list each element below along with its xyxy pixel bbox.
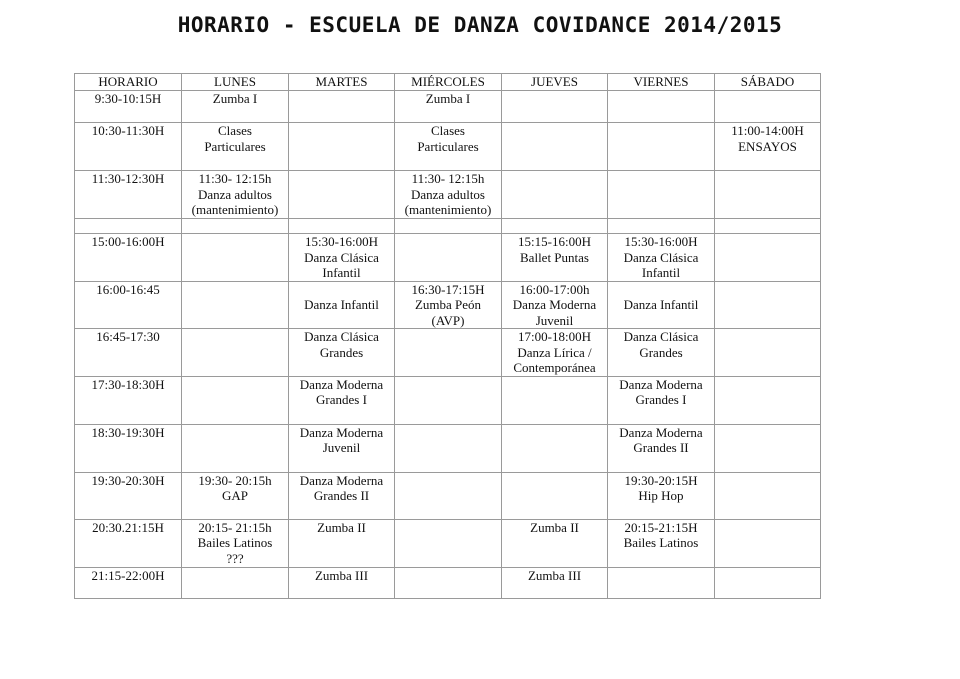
cell-text: Zumba II	[317, 519, 366, 535]
cell-text: 19:30- 20:15h GAP	[198, 472, 272, 503]
time-cell	[75, 376, 182, 424]
class-cell-sabado	[715, 171, 821, 219]
table-row	[75, 376, 821, 424]
class-cell-jueves	[502, 234, 608, 282]
class-cell-sabado	[715, 234, 821, 282]
class-cell-lunes	[182, 376, 289, 424]
time-cell	[75, 472, 182, 519]
page-title: HORARIO - ESCUELA DE DANZA COVIDANCE 2014/2015	[177, 13, 783, 37]
header-sabado: SÁBADO	[715, 74, 821, 91]
cell-text: Danza Clásica Grandes	[304, 329, 379, 360]
class-cell-viernes	[608, 567, 715, 598]
class-cell-sabado	[715, 567, 821, 598]
header-martes: MARTES	[289, 74, 395, 91]
cell-text: 18:30-19:30H	[91, 424, 165, 440]
class-cell-martes	[289, 281, 395, 329]
class-cell-viernes	[608, 234, 715, 282]
class-cell-martes	[289, 171, 395, 219]
class-cell-miercoles	[395, 171, 502, 219]
time-cell	[75, 519, 182, 567]
cell-text: Clases Particulares	[417, 123, 479, 154]
class-cell-miercoles	[395, 123, 502, 171]
class-cell-sabado	[715, 219, 821, 234]
class-cell-martes	[289, 472, 395, 519]
cell-text: 11:30- 12:15h Danza adultos (mantenimiento)	[404, 171, 492, 217]
cell-text: Danza Moderna Grandes II	[619, 424, 703, 455]
time-cell	[75, 424, 182, 472]
class-cell-lunes	[182, 567, 289, 598]
table-row	[75, 281, 821, 329]
class-cell-martes	[289, 123, 395, 171]
class-cell-viernes	[608, 219, 715, 234]
class-cell-lunes	[182, 281, 289, 329]
time-cell	[75, 91, 182, 123]
class-cell-martes	[289, 376, 395, 424]
class-cell-jueves	[502, 376, 608, 424]
class-cell-sabado	[715, 91, 821, 123]
table-row	[75, 234, 821, 282]
class-cell-viernes	[608, 329, 715, 377]
cell-text: 21:15-22:00H	[91, 567, 165, 583]
cell-text: Danza Clásica Grandes	[623, 329, 699, 360]
cell-text: 15:15-16:00H Ballet Puntas	[518, 234, 591, 265]
cell-text: 17:30-18:30H	[91, 376, 165, 392]
schedule-table	[74, 73, 821, 599]
cell-text: 17:00-18:00H Danza Lírica / Contemporánea	[513, 329, 596, 375]
cell-text: Danza Moderna Juvenil	[299, 424, 384, 455]
cell-text: Zumba I	[212, 91, 258, 106]
cell-text: 20:30.21:15H	[92, 519, 164, 535]
table-row	[75, 472, 821, 519]
class-cell-jueves	[502, 123, 608, 171]
class-cell-sabado	[715, 472, 821, 519]
cell-text: 16:00-16:45	[96, 281, 160, 297]
time-cell	[75, 234, 182, 282]
class-cell-miercoles	[395, 329, 502, 377]
schedule-body	[75, 91, 821, 599]
class-cell-viernes	[608, 424, 715, 472]
class-cell-jueves	[502, 219, 608, 234]
class-cell-miercoles	[395, 567, 502, 598]
cell-text: Clases Particulares	[204, 123, 266, 154]
time-cell	[75, 171, 182, 219]
cell-text: Zumba II	[530, 519, 579, 535]
header-miercoles: MIÉRCOLES	[395, 74, 502, 91]
table-row	[75, 329, 821, 377]
class-cell-miercoles	[395, 281, 502, 329]
cell-text: Danza Infantil	[304, 297, 379, 312]
class-cell-martes	[289, 329, 395, 377]
class-cell-sabado	[715, 329, 821, 377]
cell-text: 19:30-20:15H Hip Hop	[624, 472, 698, 503]
table-row	[75, 519, 821, 567]
table-row	[75, 123, 821, 171]
class-cell-martes	[289, 219, 395, 234]
class-cell-martes	[289, 91, 395, 123]
class-cell-lunes	[182, 234, 289, 282]
table-row	[75, 567, 821, 598]
class-cell-viernes	[608, 281, 715, 329]
cell-text: 11:30-12:30H	[91, 171, 165, 186]
cell-text: 10:30-11:30H	[91, 123, 165, 138]
class-cell-jueves	[502, 329, 608, 377]
class-cell-viernes	[608, 376, 715, 424]
cell-text: Danza Moderna Grandes I	[619, 376, 703, 407]
cell-text: Danza Moderna Grandes I	[299, 376, 384, 407]
cell-text: Zumba I	[425, 91, 471, 106]
header-row	[75, 74, 821, 91]
class-cell-jueves	[502, 281, 608, 329]
class-cell-jueves	[502, 567, 608, 598]
table-row	[75, 91, 821, 123]
class-cell-miercoles	[395, 234, 502, 282]
class-cell-sabado	[715, 376, 821, 424]
class-cell-sabado	[715, 424, 821, 472]
cell-text: Danza Moderna Grandes II	[299, 472, 384, 503]
table-row	[75, 171, 821, 219]
class-cell-lunes	[182, 472, 289, 519]
cell-text: 20:15- 21:15h Bailes Latinos ???	[197, 519, 273, 566]
time-cell	[75, 219, 182, 234]
class-cell-lunes	[182, 519, 289, 567]
cell-text: 16:00-17:00h Danza Moderna Juvenil	[512, 281, 597, 328]
class-cell-viernes	[608, 472, 715, 519]
cell-text: 19:30-20:30H	[91, 472, 165, 488]
class-cell-martes	[289, 519, 395, 567]
cell-text: 20:15-21:15H Bailes Latinos	[623, 519, 699, 550]
class-cell-martes	[289, 424, 395, 472]
class-cell-viernes	[608, 123, 715, 171]
time-cell	[75, 567, 182, 598]
class-cell-martes	[289, 234, 395, 282]
class-cell-miercoles	[395, 424, 502, 472]
class-cell-jueves	[502, 91, 608, 123]
header-lunes: LUNES	[182, 74, 289, 91]
header-horario: HORARIO	[75, 74, 182, 91]
cell-text: 11:30- 12:15h Danza adultos (mantenimiento)	[191, 171, 279, 217]
class-cell-jueves	[502, 171, 608, 219]
class-cell-viernes	[608, 171, 715, 219]
table-row	[75, 424, 821, 472]
class-cell-lunes	[182, 424, 289, 472]
class-cell-sabado	[715, 519, 821, 567]
class-cell-viernes	[608, 519, 715, 567]
class-cell-viernes	[608, 91, 715, 123]
time-cell	[75, 329, 182, 377]
cell-text: Zumba III	[527, 567, 582, 583]
class-cell-martes	[289, 567, 395, 598]
class-cell-sabado	[715, 123, 821, 171]
class-cell-sabado	[715, 281, 821, 329]
table-row	[75, 219, 821, 234]
cell-text: 15:00-16:00H	[91, 234, 165, 249]
cell-text: 11:00-14:00H ENSAYOS	[731, 123, 804, 154]
class-cell-jueves	[502, 424, 608, 472]
class-cell-lunes	[182, 171, 289, 219]
cell-text: Danza Infantil	[623, 297, 699, 312]
cell-text: 16:30-17:15H Zumba Peón (AVP)	[411, 281, 485, 328]
class-cell-miercoles	[395, 91, 502, 123]
time-cell	[75, 123, 182, 171]
class-cell-jueves	[502, 519, 608, 567]
class-cell-lunes	[182, 91, 289, 123]
schedule-header	[75, 74, 821, 91]
cell-text: 15:30-16:00H Danza Clásica Infantil	[304, 234, 379, 280]
cell-text: 16:45-17:30	[96, 329, 160, 344]
class-cell-miercoles	[395, 519, 502, 567]
class-cell-miercoles	[395, 472, 502, 519]
class-cell-lunes	[182, 329, 289, 377]
header-jueves: JUEVES	[502, 74, 608, 91]
time-cell	[75, 281, 182, 329]
class-cell-miercoles	[395, 376, 502, 424]
class-cell-jueves	[502, 472, 608, 519]
class-cell-lunes	[182, 219, 289, 234]
header-viernes: VIERNES	[608, 74, 715, 91]
class-cell-lunes	[182, 123, 289, 171]
cell-text: Zumba III	[314, 567, 369, 583]
class-cell-miercoles	[395, 219, 502, 234]
cell-text: 15:30-16:00H Danza Clásica Infantil	[623, 234, 699, 280]
cell-text: 9:30-10:15H	[94, 91, 162, 106]
